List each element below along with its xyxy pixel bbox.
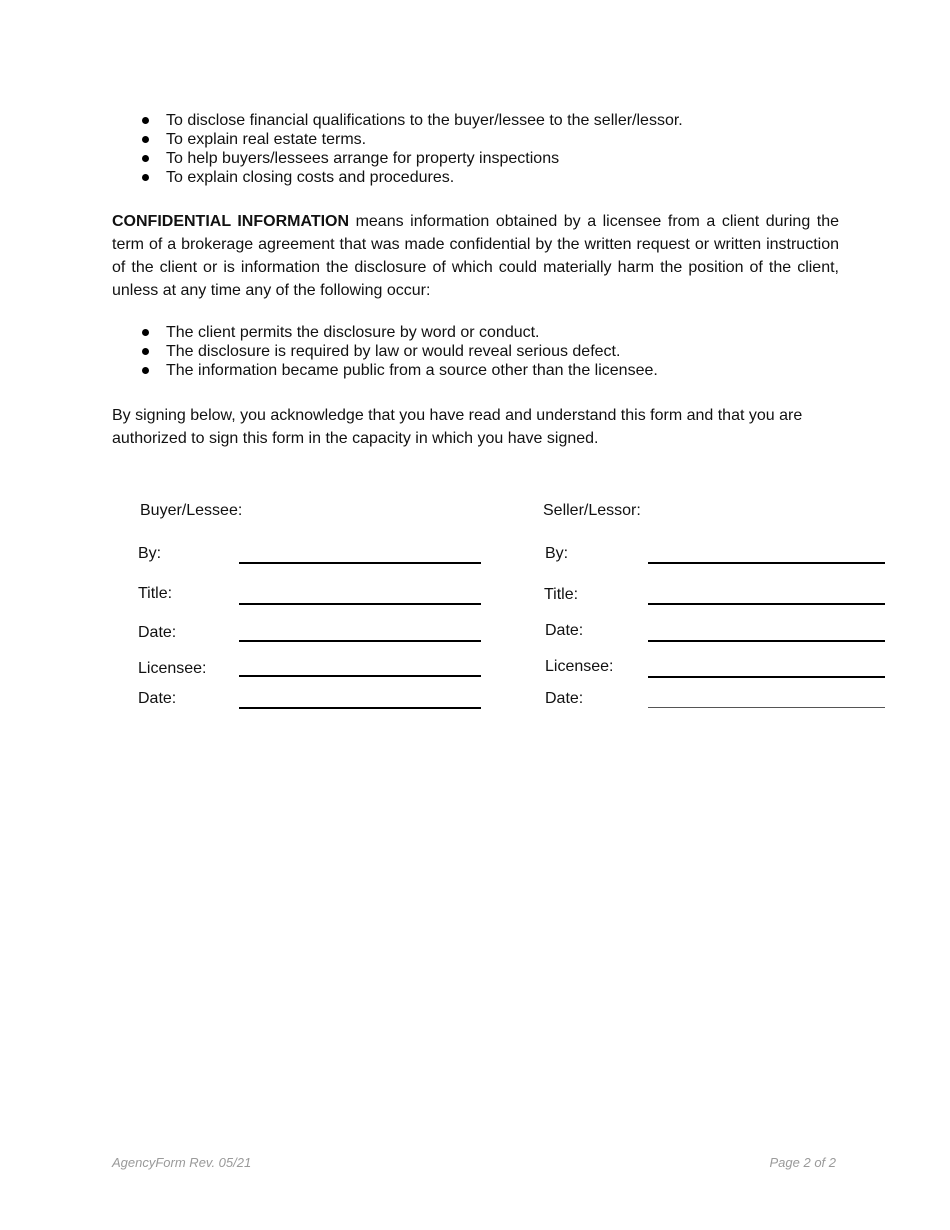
buyer-licensee-label: Licensee:	[138, 660, 207, 677]
page-number-footer: Page 2 of 2	[769, 1155, 836, 1170]
seller-heading: Seller/Lessor:	[543, 502, 641, 519]
form-revision-footer: AgencyForm Rev. 05/21	[112, 1155, 252, 1170]
list-item: The information became public from a source other than the licensee.	[112, 361, 842, 380]
seller-by-label: By:	[545, 545, 569, 562]
buyer-licensee-date-label: Date:	[138, 690, 177, 707]
buyer-date-line[interactable]	[239, 640, 481, 642]
list-item: To help buyers/lessees arrange for property inspections	[112, 149, 842, 168]
defined-term: CONFIDENTIAL INFORMATION	[112, 213, 350, 230]
seller-date-line[interactable]	[648, 640, 885, 642]
list-item: The disclosure is required by law or would reveal serious defect.	[112, 342, 842, 361]
seller-licensee-date-line[interactable]	[648, 707, 885, 708]
seller-title-line[interactable]	[648, 603, 885, 605]
confidential-information-definition	[112, 210, 839, 302]
duties-list	[112, 111, 842, 187]
seller-licensee-line[interactable]	[648, 676, 885, 678]
buyer-by-label: By:	[138, 545, 162, 562]
seller-licensee-date-label: Date:	[545, 690, 584, 707]
list-item: To explain closing costs and procedures.	[112, 168, 842, 187]
list-item: To explain real estate terms.	[112, 130, 842, 149]
seller-date-label: Date:	[545, 622, 584, 639]
buyer-title-label: Title:	[138, 585, 173, 602]
list-item: The client permits the disclosure by word or conduct.	[112, 323, 842, 342]
buyer-date-label: Date:	[138, 624, 177, 641]
definition-text: means information obtained by a licensee from a client during the term of a brokerage agreement that was made confidential by the written request or written instruction of the client or is information the disclosure of which could materially harm the position of the client, unless at any time any of the following occur:	[112, 213, 839, 299]
acknowledgment-paragraph: By signing below, you acknowledge that you have read and understand this form and that you are authorized to sign this form in the capacity in which you have signed.	[112, 407, 803, 447]
buyer-by-signature-line[interactable]	[239, 562, 481, 564]
disclosure-conditions-list	[112, 323, 842, 380]
seller-licensee-label: Licensee:	[545, 658, 614, 675]
buyer-licensee-date-line[interactable]	[239, 707, 481, 709]
buyer-title-line[interactable]	[239, 603, 481, 605]
seller-by-signature-line[interactable]	[648, 562, 885, 564]
buyer-heading: Buyer/Lessee:	[140, 502, 243, 519]
list-item: To disclose financial qualifications to the buyer/lessee to the seller/lessor.	[112, 111, 842, 130]
buyer-licensee-line[interactable]	[239, 675, 481, 677]
seller-title-label: Title:	[544, 586, 579, 603]
